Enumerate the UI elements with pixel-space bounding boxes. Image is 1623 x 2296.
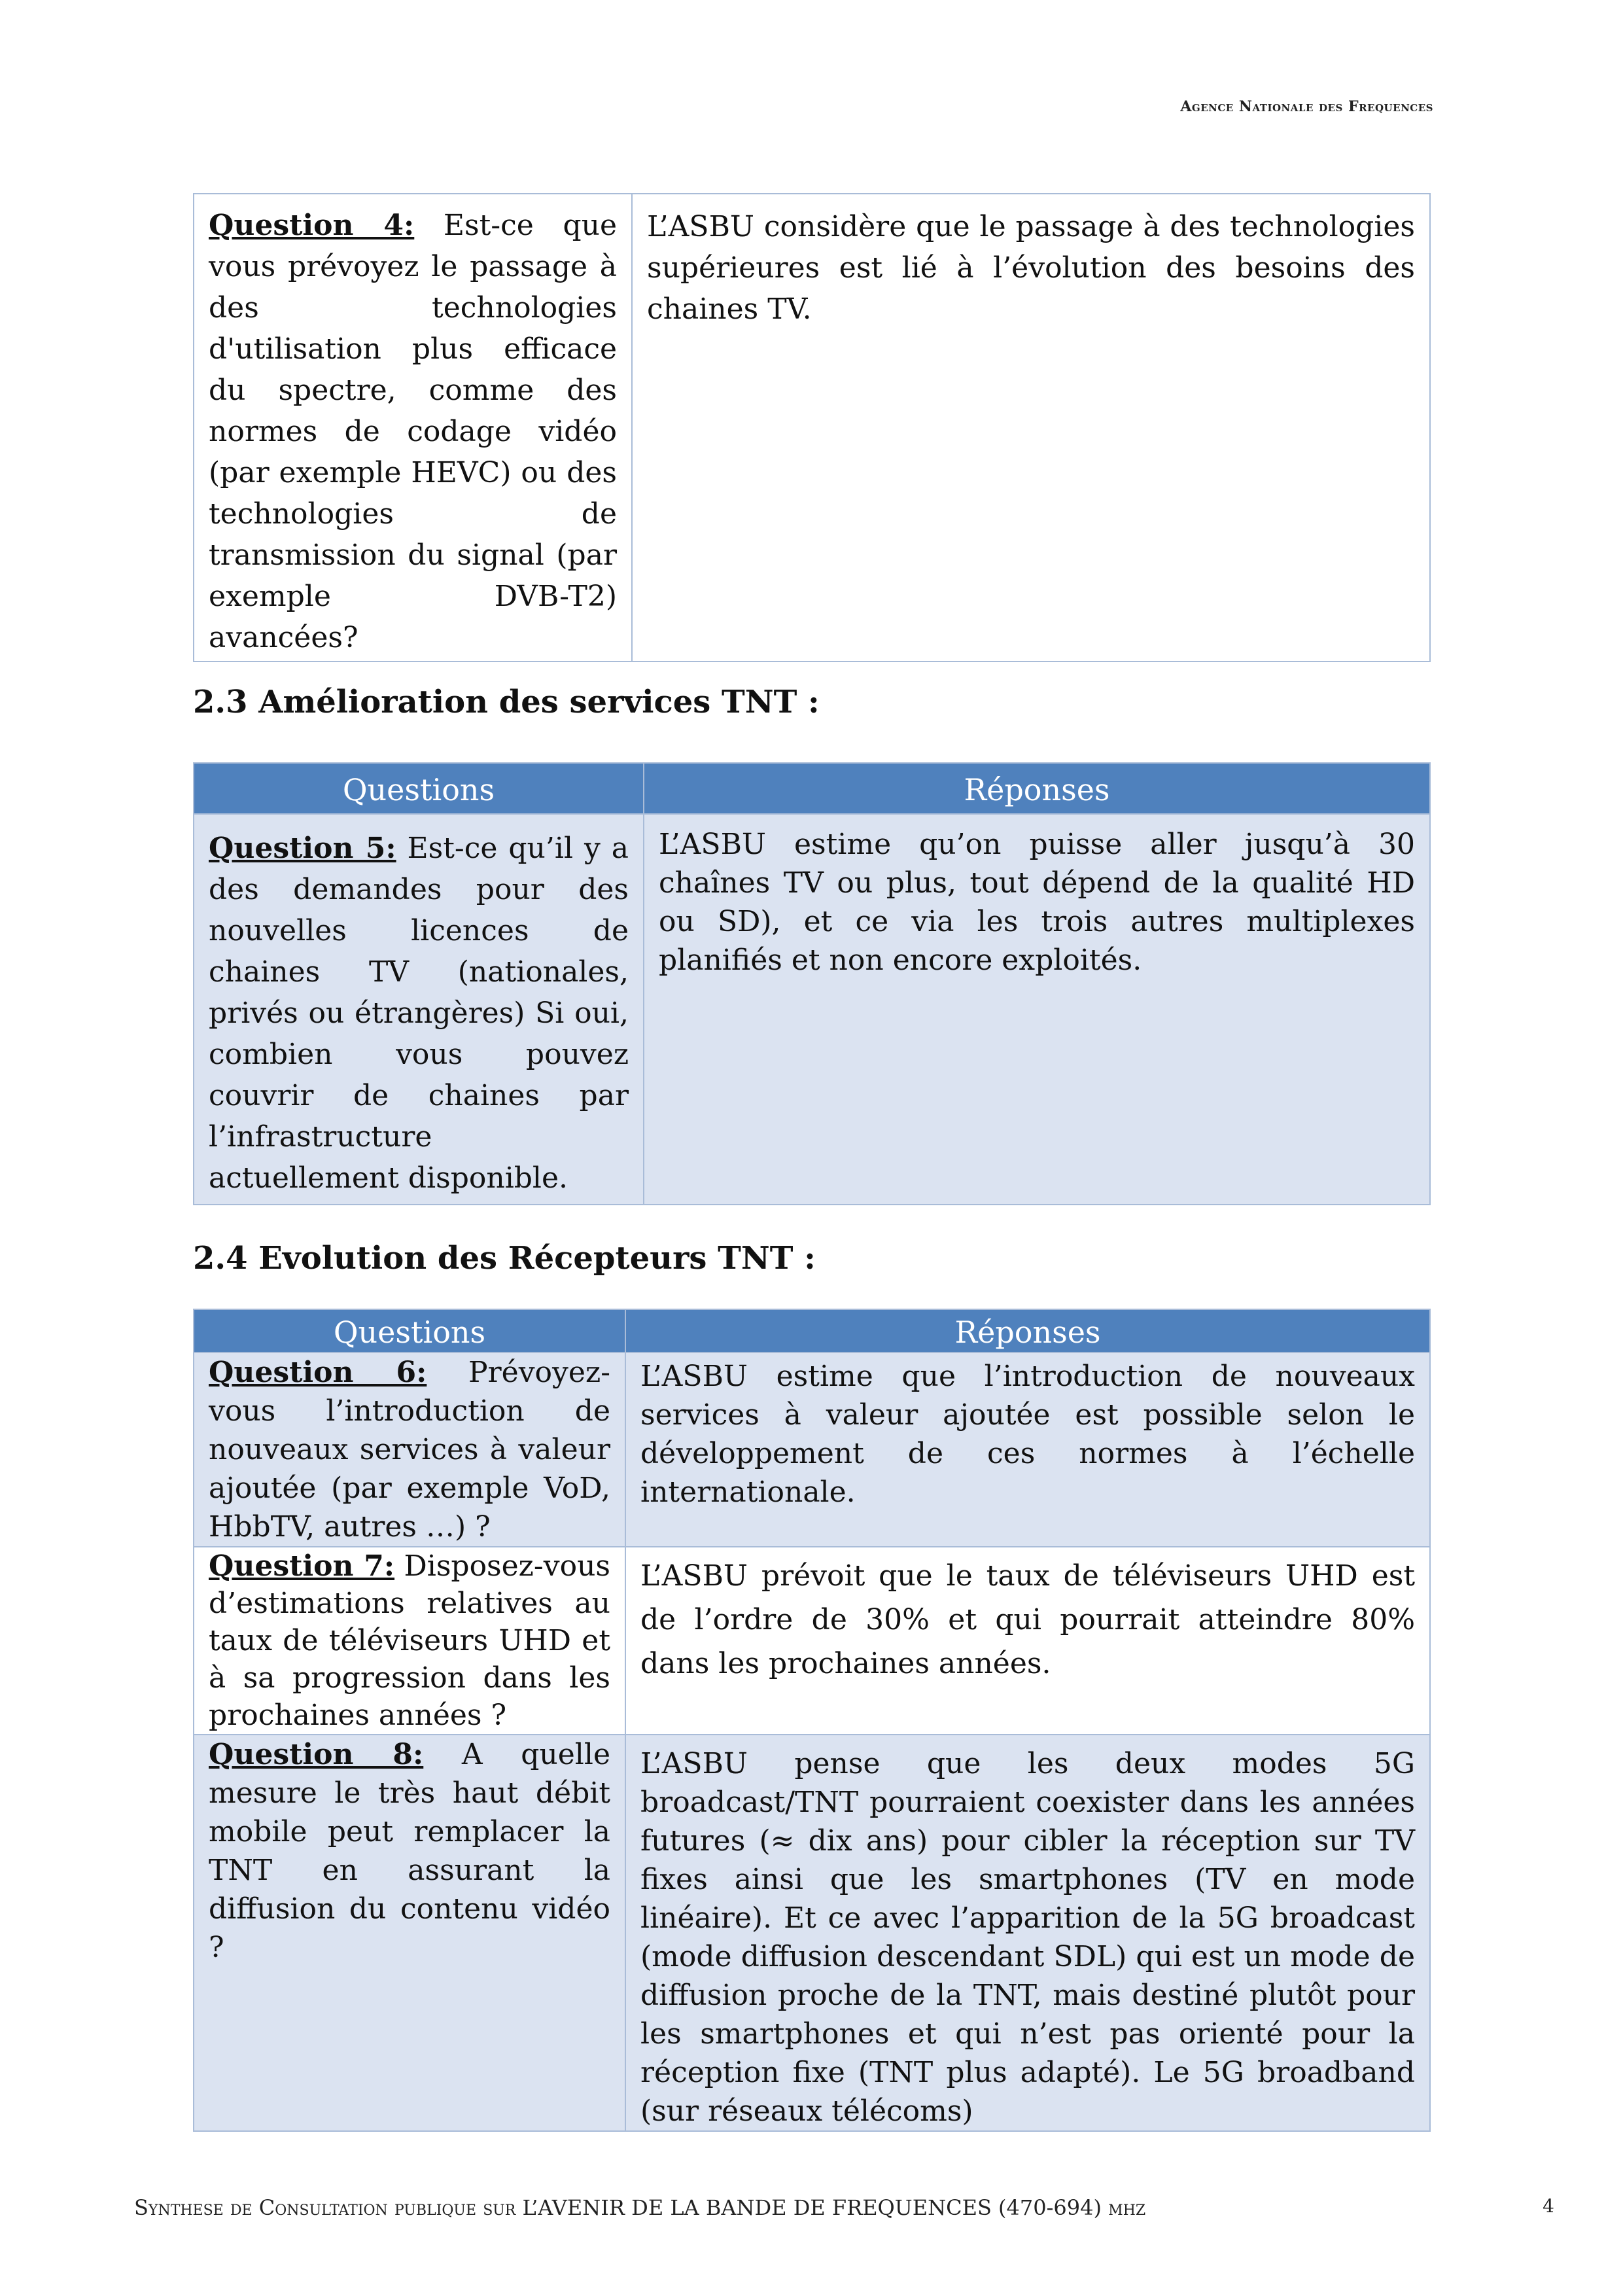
section-2-4-table	[193, 1309, 1431, 2132]
column-header-questions: Questions	[194, 1309, 625, 1352]
table-row	[194, 1735, 1430, 2131]
question-text: Est-ce que vous prévoyez le passage à des technologies d'utilisation plus efficace du spectre, comme des normes de codage vidéo (par exemple HEVC) ou des technologies de transmission du signal (par exemple DVB-T2) avancées?	[209, 209, 617, 654]
section-2-3-table	[193, 762, 1431, 1205]
question-label: Question 8:	[209, 1738, 424, 1771]
answer-text: L’ASBU estime que l’introduction de nouveaux services à valeur ajoutée est possible selon le développement de ces normes à l’échelle internationale.	[640, 1360, 1415, 1509]
section-title-2-4: 2.4 Evolution des Récepteurs TNT :	[193, 1240, 816, 1277]
question-label: Question 6:	[209, 1356, 427, 1389]
table-row	[194, 1352, 1430, 1547]
question-label: Question 4:	[209, 209, 415, 242]
column-header-answers: Réponses	[625, 1309, 1430, 1352]
question-cell	[194, 1352, 625, 1547]
answer-text: L’ASBU pense que les deux modes 5G broadcast/TNT pourraient coexister dans les années futures (≈ dix ans) pour cibler la réception sur TV fixes ainsi que les smartphones (TV en mode linéaire). Et ce avec l’apparition de la 5G broadcast (mode diffusion descendant SDL) qui est un mode de diffusion proche de la TNT, mais destiné plutôt pour les smartphones et qui n’est pas orienté pour la réception fixe (TNT plus adapté). Le 5G broadband (sur réseaux télécoms)	[640, 1747, 1415, 2128]
table-row	[194, 814, 1430, 1205]
question-cell	[194, 1735, 625, 2131]
table-header-row	[194, 763, 1430, 814]
question-label: Question 7:	[209, 1549, 395, 1583]
column-header-answers: Réponses	[644, 763, 1430, 814]
question-text: A quelle mesure le très haut débit mobile peut remplacer la TNT en assurant la diffusion du contenu vidéo ?	[209, 1738, 610, 1964]
table-row	[194, 1547, 1430, 1735]
answer-cell	[625, 1735, 1430, 2131]
question-label: Question 5:	[209, 832, 396, 865]
running-footer	[134, 2195, 1145, 2220]
column-header-questions: Questions	[194, 763, 644, 814]
page-number: 4	[1543, 2195, 1554, 2217]
question-text: Prévoyez-vous l’introduction de nouveaux services à valeur ajoutée (par exemple VoD, HbbTV, autres …) ?	[209, 1356, 610, 1544]
answer-text: L’ASBU estime qu’on puisse aller jusqu’à 30 chaînes TV ou plus, tout dépend de la qualité HD ou SD), et ce via les trois autres multiplexes planifiés et non encore exploités.	[659, 828, 1415, 977]
answer-text: L’ASBU considère que le passage à des technologies supérieures est lié à l’évolution des besoins des chaines TV.	[647, 210, 1415, 326]
answer-text: L’ASBU prévoit que le taux de téléviseurs UHD est de l’ordre de 30% et qui pourrait atteindre 80% dans les prochaines années.	[640, 1559, 1415, 1680]
question-text: Est-ce qu’il y a des demandes pour des nouvelles licences de chaines TV (nationales, privés ou étrangères) Si oui, combien vous pouvez couvrir de chaines par l’infrastructure actuellement disponible.	[209, 832, 629, 1195]
section-title-2-3: 2.3 Amélioration des services TNT :	[193, 684, 820, 720]
footer-text: Synthese de Consultation publique sur L’AVENIR DE LA BANDE DE FREQUENCES (470-694) mhz	[134, 2195, 1146, 2220]
answer-cell	[625, 1352, 1430, 1547]
answer-cell	[644, 814, 1430, 1205]
question-cell	[194, 194, 632, 662]
question-cell	[194, 814, 644, 1205]
answer-cell	[632, 194, 1430, 662]
question-text: Disposez-vous d’estimations relatives au taux de téléviseurs UHD et à sa progression dans les prochaines années ?	[209, 1549, 610, 1732]
table-row	[194, 194, 1430, 662]
question-4-table	[193, 193, 1431, 662]
question-cell	[194, 1547, 625, 1735]
answer-cell	[625, 1547, 1430, 1735]
table-header-row	[194, 1309, 1430, 1352]
running-header: Agence Nationale des Frequences	[1180, 98, 1433, 115]
